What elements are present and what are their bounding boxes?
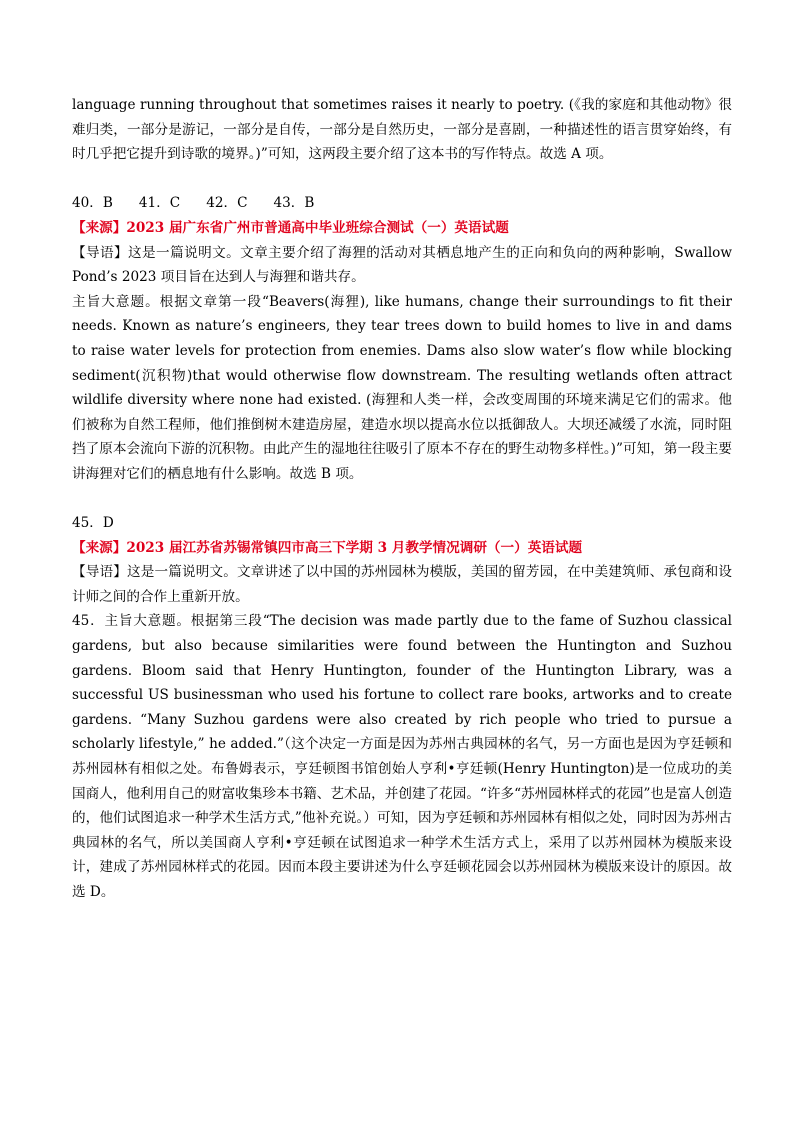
spacer <box>72 167 732 192</box>
guide-paragraph-2: 【导语】这是一篇说明文。文章讲述了以中国的苏州园林为模版，美国的留芳园，在中美建筑师、承包商和设计师之间的合作上重新开放。 <box>72 564 732 605</box>
answer-41: 41．C <box>138 195 181 212</box>
answer-40: 40．B <box>72 195 113 212</box>
analysis-paragraph-2: 45．主旨大意题。根据第三段“The decision was made partly due to the fame of Suzhou classical gardens, but also because similarities were found between the Huntington and Suzhou gardens. Bloom said that Henry Huntington, founder of the Huntington Library, was a successful US businessman who used his fortune to collect rare books, artworks and to create gardens. “Many Suzhou gardens were also created by rich people who tried to pursue a scholarly lifestyle,” he added.”（这个决定一方面是因为苏州古典园林的名气，另一方面也是因为亨廷顿和苏州园林有相似之处。布鲁姆表示，亨廷顿图书馆创始人亨利•亨廷顿(Henry Huntington)是一位成功的美国商人，他利用自己的财富收集珍本书籍、艺术品，并创建了花园。“许多“苏州园林样式的花园”也是富人创造的，他们试图追求一种学术生活方式,”他补充说。）可知，因为亨廷顿和苏州园林有相似之处，同时因为苏州古典园林的名气，所以美国商人亨利•亨廷顿在试图追求一种学术生活方式上，采用了以苏州园林为模版来设计，建成了苏州园林样式的花园。因而本段主要讲述为什么亨廷顿花园会以苏州园林为模版来设计的原因。故选 D。 <box>72 613 732 900</box>
answers-40-43 <box>72 191 732 216</box>
section1-conclusion: language running throughout that sometimes raises it nearly to poetry. (《我的家庭和其他动物》很难归类，一部分是游记，一部分是自传，一部分是自然历史，一部分是喜剧，一种描述性的语言贯穿始终，有时几乎把它提升到诗歌的境界。)”可知，这两段主要介绍了这本书的写作特点。故选 A 项。 <box>72 97 732 163</box>
source-line-2: 【来源】2023 届江苏省苏锡常镇四市高三下学期 3 月教学情况调研（一）英语试题 <box>72 539 583 556</box>
answer-45: 45．D <box>72 515 114 532</box>
answer-43: 43．B <box>273 195 315 212</box>
source-line-1: 【来源】2023 届广东省广州市普通高中毕业班综合测试（一）英语试题 <box>72 219 509 236</box>
document-page <box>72 93 732 905</box>
guide-paragraph-1: 【导语】这是一篇说明文。文章主要介绍了海狸的活动对其栖息地产生的正向和负向的两种影响，Swallow Pond’s 2023 项目旨在达到人与海狸和谐共存。 <box>72 244 732 286</box>
analysis-paragraph-1: 主旨大意题。根据文章第一段“Beavers(海狸), like humans, change their surroundings to fit their needs. Known as nature’s engineers, they tear trees down to build homes to live in and dams to raise water levels for protection from enemies. Dams also slow water’s flow while blocking sediment(沉积物)that would otherwise flow downstream. The resulting wetlands often attract wildlife diversity where none had existed. (海狸和人类一样，会改变周围的环境来满足它们的需求。他们被称为自然工程师，他们推倒树木建造房屋，建造水坝以提高水位以抵御敌人。大坝还减缓了水流，同时阻挡了原本会流向下游的沉积物。由此产生的湿地往往吸引了原本不存在的野生动物多样性。)”可知，第一段主要讲海狸对它们的栖息地有什么影响。故选 B 项。 <box>72 293 732 482</box>
answer-42: 42．C <box>206 195 248 212</box>
spacer <box>72 487 732 512</box>
